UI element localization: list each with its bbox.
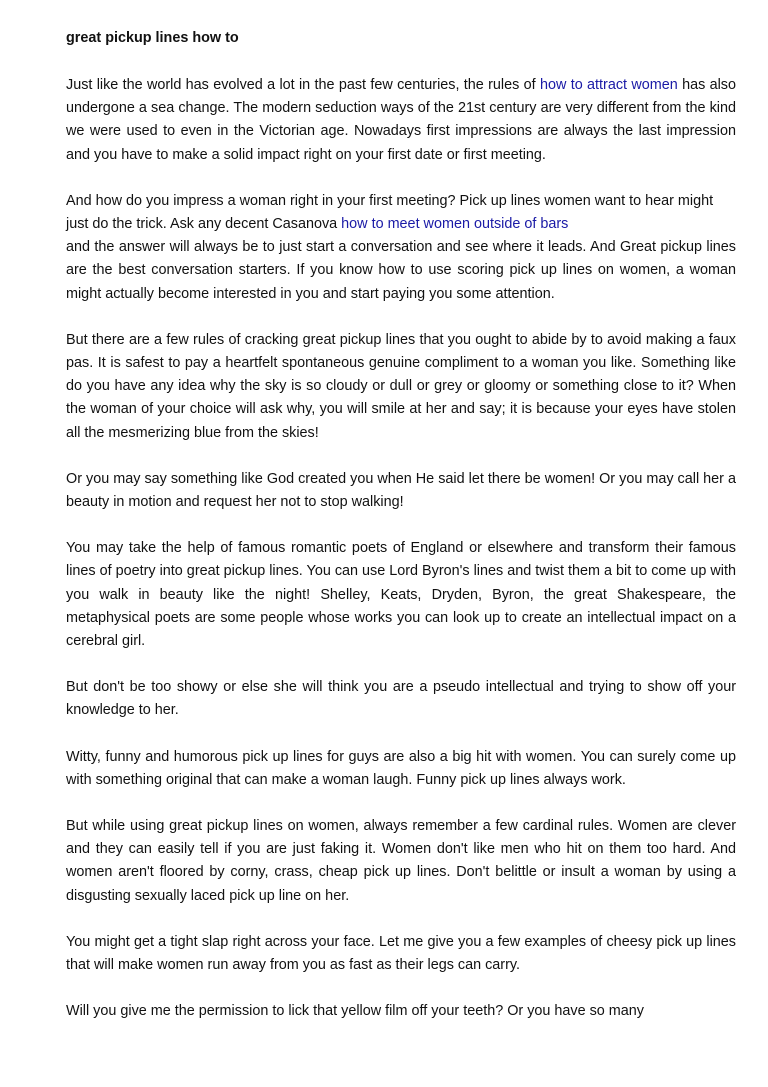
paragraph-6: But don't be too showy or else she will think you are a pseudo intellectual and trying to show off your knowledge to her. xyxy=(66,679,736,719)
paragraph-7: Witty, funny and humorous pick up lines for guys are also a big hit with women. You can surely come up with something original that can make a woman laugh. Funny pick up lines always work. xyxy=(66,748,736,788)
paragraph-2-text-a: And how do you impress a woman right in your first meeting? Pick up lines women want to hear might just do the trick. Ask any decent Casanova xyxy=(66,192,714,233)
document-page xyxy=(66,26,736,1024)
document-title: great pickup lines how to xyxy=(66,30,239,46)
paragraph-2-text-b: and the answer will always be to just start a conversation and see where it leads. And Great pickup lines are the best conversation starters. If you know how to use scoring pick up lines on women, a woman might actually become interested in you and start paying you some attention. xyxy=(66,239,736,302)
paragraph-1-text-b: has also undergone a sea change. The modern seduction ways of the 21st century are very different from the kind we were used to even in the Victorian age. Nowadays first impressions are always the last impression and you have to make a solid impact right on your first date or first meeting. xyxy=(66,77,737,163)
link-how-to-attract-women[interactable]: how to attract women xyxy=(539,77,678,93)
paragraph-2 xyxy=(66,190,736,306)
paragraph-3: But there are a few rules of cracking great pickup lines that you ought to abide by to avoid making a faux pas. It is safest to pay a heartfelt spontaneous genuine compliment to a woman you like. Something like do you have any idea why the sky is so cloudy or dull or grey or gloomy or something close to it? When the woman of your choice will ask why, you will smile at her and say; it is because your eyes have stolen all the mesmerizing blue from the skies! xyxy=(66,331,736,441)
paragraph-10: Will you give me the permission to lick that yellow film off your teeth? Or you have so many xyxy=(66,1003,645,1020)
link-how-to-meet-women-outside-of-bars[interactable]: how to meet women outside of bars xyxy=(341,216,569,233)
paragraph-1 xyxy=(66,74,736,167)
paragraph-4: Or you may say something like God created you when He said let there be women! Or you may call her a beauty in motion and request her not to stop walking! xyxy=(66,470,736,511)
paragraph-8: But while using great pickup lines on women, always remember a few cardinal rules. Women are clever and they can easily tell if you are just faking it. Women don't like men who hit on them too hard. And women aren't floored by corny, crass, cheap pick up lines. Don't belittle or insult a woman by using a disgusting sexually laced pick up line on her. xyxy=(66,818,736,904)
paragraph-9: You might get a tight slap right across your face. Let me give you a few examples of cheesy pick up lines that will make women run away from you as fast as their legs can carry. xyxy=(66,933,736,974)
paragraph-2-first xyxy=(66,190,736,236)
paragraph-1-text-a: Just like the world has evolved a lot in the past few centuries, the rules of xyxy=(66,77,540,93)
paragraph-5: You may take the help of famous romantic poets of England or elsewhere and transform their famous lines of poetry into great pickup lines. You can use Lord Byron's lines and twist them a bit to come up with you walk in beauty like the night! Shelley, Keats, Dryden, Byron, the great Shakespeare, the metaphysical poets are some people whose works you can look up to create an intellectual impact on a cerebral girl. xyxy=(66,540,736,650)
